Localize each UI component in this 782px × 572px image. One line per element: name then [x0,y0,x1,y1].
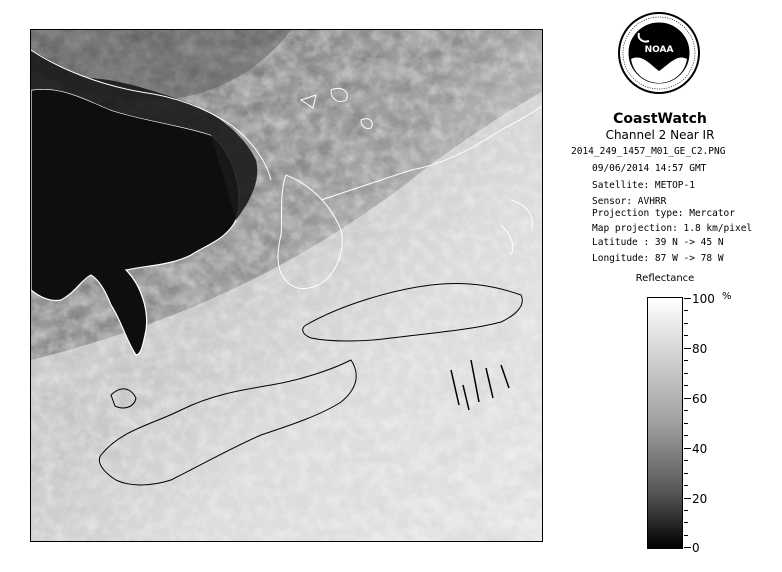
tick-label: 0 [692,541,700,555]
colorbar [647,297,683,549]
tick-major [684,498,691,499]
tick-minor [684,410,688,411]
channel-label: Channel 2 Near IR [605,128,715,142]
filename: 2014_249_1457_M01_GE_C2.PNG [571,146,726,157]
tick-label: 60 [692,392,708,406]
tick-minor [684,510,688,511]
tick-label: 80 [692,342,708,356]
tick-label: 20 [692,492,708,506]
tick-minor [684,460,688,461]
tick-minor [684,435,688,436]
tick-minor [684,485,688,486]
map-projection: Map projection: 1.8 km/pixel [592,223,753,234]
legend-title: Reflectance [635,273,695,284]
tick-minor [684,360,688,361]
tick-minor [684,522,688,523]
tick-minor [684,323,688,324]
legend-unit: % [722,291,732,302]
noaa-logo-icon [617,11,701,95]
tick-major [684,448,691,449]
latitude: Latitude : 39 N -> 45 N [592,237,724,248]
tick-minor [684,373,688,374]
tick-minor [684,423,688,424]
longitude: Longitude: 87 W -> 78 W [592,253,724,264]
satellite: Satellite: METOP-1 [592,180,695,191]
projection-type: Projection type: Mercator [592,208,735,219]
datetime: 09/06/2014 14:57 GMT [592,163,707,174]
satellite-image [30,29,543,542]
tick-label: 100 [692,292,715,306]
title: CoastWatch [613,111,707,127]
tick-minor [684,310,688,311]
tick-major [684,348,691,349]
tick-minor [684,385,688,386]
tick-label: 40 [692,442,708,456]
tick-major [684,398,691,399]
tick-major [684,298,691,299]
tick-major [684,547,691,548]
tick-minor [684,473,688,474]
logo-text: NOAA [644,45,674,55]
tick-minor [684,535,688,536]
tick-minor [684,335,688,336]
sensor: Sensor: AVHRR [592,196,667,207]
satellite-map [31,30,543,542]
